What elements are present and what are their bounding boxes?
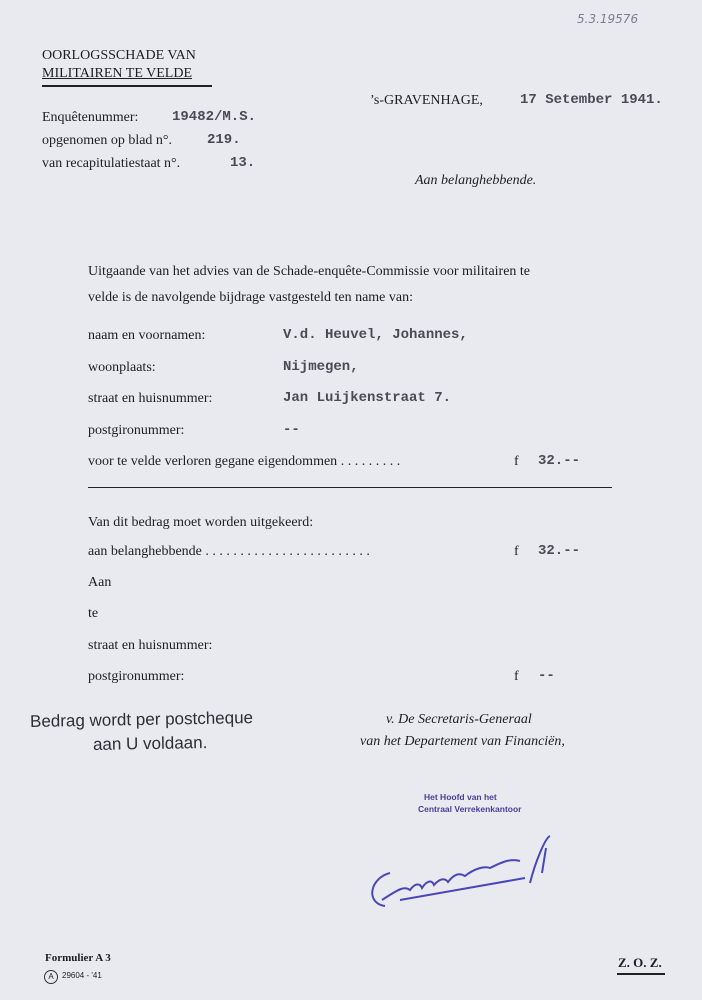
- zoz: Z. O. Z.: [618, 955, 662, 970]
- payment-stamp-line2: aan U voldaan.: [92, 733, 208, 754]
- signature-stroke: [372, 836, 550, 906]
- meta-label: Enquêtenummer:: [42, 110, 139, 125]
- printer-logo-icon: A: [44, 970, 58, 984]
- header-line2: MILITAIREN TE VELDE: [42, 66, 193, 81]
- meta-label: van recapitulatiestaat n°.: [42, 156, 181, 171]
- total-label: [88, 454, 400, 470]
- field-value: --: [283, 422, 300, 438]
- payout-value: 32.--: [538, 543, 581, 559]
- payout-label-text: aan belanghebbende: [88, 544, 202, 559]
- total-label-text: voor te velde verloren gegane eigendommen: [88, 454, 338, 469]
- office-stamp-line2: Centraal Verrekenkantoor: [418, 804, 522, 814]
- zoz-underline: [617, 973, 665, 975]
- section-divider: [88, 487, 612, 488]
- meta-value: 219.: [207, 132, 241, 148]
- payout-currency: f: [514, 544, 519, 559]
- payout-label: [88, 544, 370, 560]
- print-code: 29604 - '41: [62, 971, 102, 980]
- place: ’s-GRAVENHAGE,: [370, 93, 483, 108]
- archive-number: 5.3.19576: [577, 12, 639, 26]
- office-stamp-line1: Het Hoofd van het: [424, 792, 497, 802]
- header-rule: [42, 85, 212, 87]
- date: [520, 92, 663, 108]
- field-label: straat en huisnummer:: [88, 391, 213, 406]
- date-typed: 17 Setember 194: [520, 92, 647, 108]
- header-line1: OORLOGSSCHADE VAN: [42, 48, 196, 63]
- payout-value: --: [538, 668, 555, 684]
- field-value: Jan Luijkenstraat 7.: [283, 390, 452, 406]
- signoff-line2: van het Departement van Financiën,: [360, 734, 565, 749]
- addressee: Aan belanghebbende.: [415, 173, 537, 188]
- field-label: woonplaats:: [88, 360, 156, 375]
- field-value: V.d. Heuvel, Johannes,: [283, 327, 468, 343]
- total-leader-dots: . . . . . . . . .: [340, 454, 401, 469]
- intro-line: velde is de navolgende bijdrage vastgesteld ten name van:: [88, 290, 414, 305]
- payout-intro: Van dit bedrag moet worden uitgekeerd:: [88, 515, 314, 530]
- meta-value: 19482/M.S.: [172, 109, 257, 125]
- signoff-line1: v. De Secretaris-Generaal: [386, 712, 532, 727]
- field-label: naam en voornamen:: [88, 328, 206, 343]
- total-currency: f: [514, 454, 519, 469]
- payout-currency: f: [514, 669, 519, 684]
- field-value: Nijmegen,: [283, 359, 359, 375]
- payout-label: postgironummer:: [88, 669, 185, 684]
- field-label: postgironummer:: [88, 423, 185, 438]
- intro-line: Uitgaande van het advies van de Schade-enquête-Commissie voor militairen te: [88, 264, 531, 279]
- year-digit: 1.: [646, 92, 663, 108]
- total-value: 32.--: [538, 453, 581, 469]
- meta-value: 13.: [230, 155, 256, 171]
- meta-label: opgenomen op blad n°.: [42, 133, 173, 148]
- payout-label: Aan: [88, 575, 112, 590]
- form-number: Formulier A 3: [45, 952, 111, 964]
- signature: [360, 828, 560, 913]
- payout-label: te: [88, 606, 99, 621]
- payout-label: straat en huisnummer:: [88, 638, 213, 653]
- payout-leader-dots: . . . . . . . . . . . . . . . . . . . . . . . .: [205, 544, 370, 559]
- payment-stamp-line1: Bedrag wordt per postcheque: [29, 708, 254, 731]
